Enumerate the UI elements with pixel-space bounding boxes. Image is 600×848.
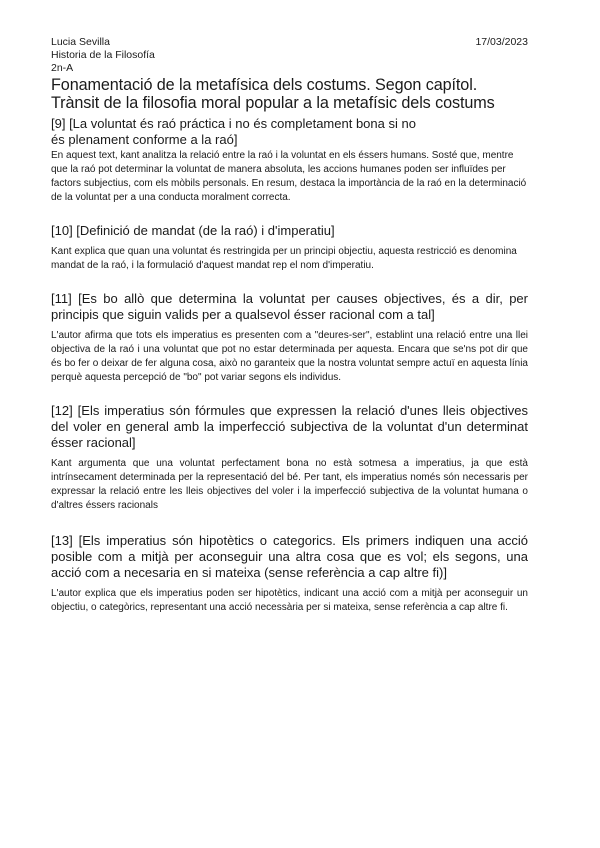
section-heading: [11] [Es bo allò que determina la voluntat per causes objectives, és a dir, per principis que siguin valids per a qualsevol ésser racional com a tal]	[51, 291, 528, 322]
document-header	[51, 36, 528, 75]
section-body: En aquest text, kant analitza la relació entre la raó i la voluntat en els éssers humans. Sosté que, mentre que la raó pot determinar la voluntat de manera absoluta, les accions humanes poden ser influïdes per factors subjectius, com els mòbils personals. En resum, destaca la importància de la raó en la determinació de la voluntat per a una conducta moralment correcta.	[51, 150, 527, 203]
section-body: L'autor afirma que tots els imperatius es presenten com a "deures-ser", establint una relació entre una llei objectiva de la raó i una voluntat que pot no estar determinada per aquesta. Encara que se'ns pot dir que és bo fer o deixar de fer alguna cosa, això no garanteix que la nostra voluntat sempre actuï en aquesta línia perquè aquesta percepció de "bo" pot variar segons els individus.	[51, 330, 528, 383]
title-line-1: Fonamentació de la metafísica dels costums. Segon capítol.	[51, 76, 478, 94]
section-body: L'autor explica que els imperatius poden ser hipotètics, indicant una acció com a mitjà per aconseguir un objectiu, o categòrics, representant una acció necessària per si mateixa, sense referència a cap altre fi.	[51, 588, 528, 613]
course-name: Historia de la Filosofía	[51, 49, 155, 61]
section-13	[51, 533, 528, 615]
section-heading: [12] [Els imperatius són fórmules que expressen la relació d'unes lleis objectives del voler en general amb la imperfecció subjectiva de la voluntat d'un determinat ésser racional]	[51, 403, 528, 450]
group-name: 2n-A	[51, 62, 74, 74]
title-line-2: Trànsit de la filosofia moral popular a la metafísic dels costums	[51, 94, 495, 112]
document-title	[51, 76, 528, 112]
section-10	[51, 223, 528, 273]
section-body: Kant argumenta que una voluntat perfectament bona no està sotmesa a imperatius, ja que està intrínsecament determinada per la representació del bé. Per tant, els imperatius només són necessaris per expressar la relació entre les lleis objectives del voler i la imperfecció subjectiva de la voluntat humana o d'altres éssers racionals	[51, 458, 528, 511]
section-9	[51, 116, 528, 205]
section-heading: [9] [La voluntat és raó práctica i no és completament bona si no és plenament conforme a la raó]	[51, 116, 416, 147]
document-page	[51, 36, 528, 615]
section-heading: [13] [Els imperatius són hipotètics o categorics. Els primers indiquen una acció posible com a mitjà per aconseguir una altra cosa que es vol; els segons, una acció com a necesaria en si mateixa (sense referència a cap altre fi)]	[51, 533, 528, 580]
section-heading: [10] [Definició de mandat (de la raó) i d'imperatiu]	[51, 223, 335, 238]
section-11	[51, 291, 528, 385]
author-name: Lucia Sevilla	[51, 36, 110, 48]
document-date: 17/03/2023	[475, 36, 528, 48]
section-body: Kant explica que quan una voluntat és restringida per un principi objectiu, aquesta restricció es denomina mandat de la raó, i la formulació d'aquest mandat rep el nom d'imperatiu.	[51, 246, 517, 271]
section-12	[51, 403, 528, 513]
